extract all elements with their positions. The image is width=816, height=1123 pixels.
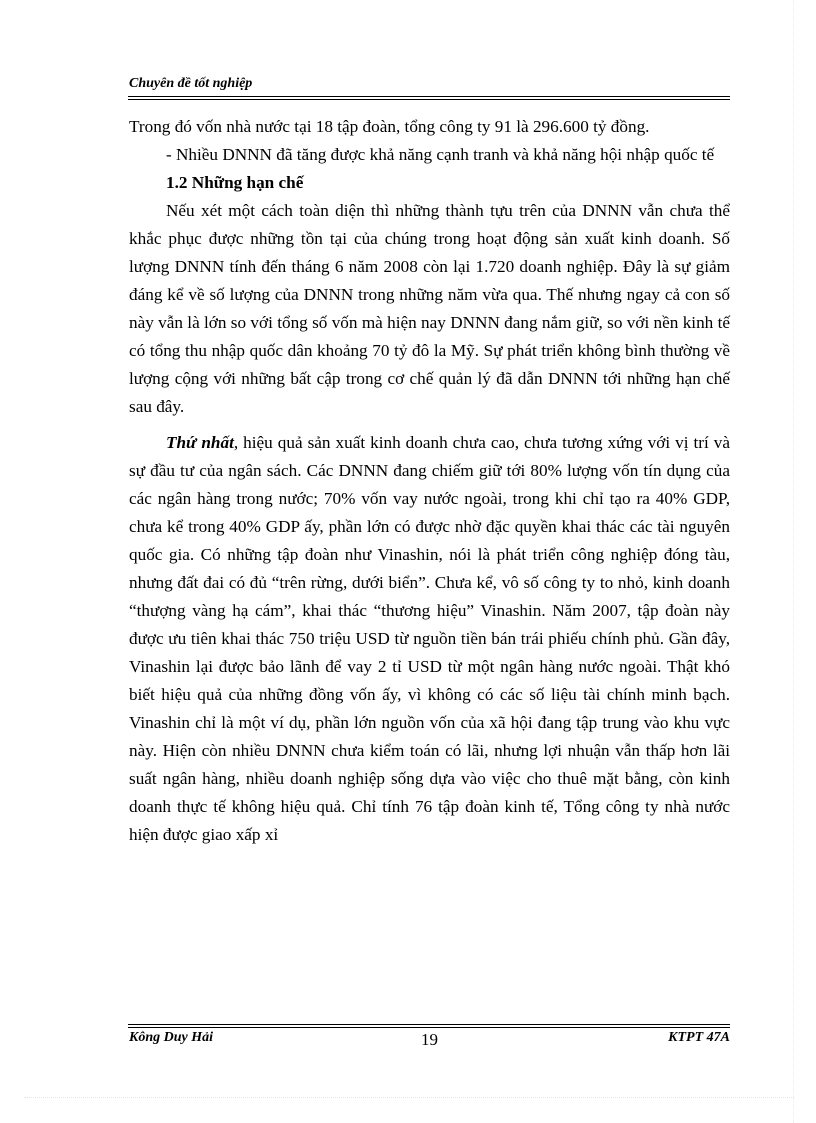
footer-author: Kông Duy Hải <box>129 1030 214 1045</box>
footer-rule <box>128 1024 730 1025</box>
footer-class-code: KTPT 47A <box>668 1030 730 1045</box>
paragraph-3: Nếu xét một cách toàn diện thì những thành tựu trên của DNNN vẫn chưa thể khắc phục được những tồn tại của chúng trong hoạt động sản xuất kinh doanh. Số lượng DNNN tính đến tháng 6 năm 2008 còn lại 1.720 doanh nghiệp. Đây là sự giảm đáng kể về số lượng của DNNN trong những năm vừa qua. Thế nhưng ngay cả con số này vẫn là lớn so với tổng số vốn mà hiện nay DNNN đang nắm giữ, so với nền kinh tế có tổng thu nhập quốc dân khoảng 70 tỷ đô la Mỹ. Sự phát triển không bình thường về lượng cộng với những bất cập trong cơ chế quản lý đã dẫn DNNN tới những hạn chế sau đây. <box>129 201 730 416</box>
footer-page-number: 19 <box>421 1030 438 1049</box>
paragraph-1: Trong đó vốn nhà nước tại 18 tập đoàn, tổng công ty 91 là 296.600 tỷ đồng. <box>129 117 650 136</box>
header-rule-thin <box>128 99 730 100</box>
header-rule <box>128 96 730 97</box>
page-footer <box>129 1030 730 1052</box>
paragraph-2: - Nhiều DNNN đã tăng được khả năng cạnh tranh và khả năng hội nhập quốc tế <box>166 145 715 164</box>
footer-rule-thin <box>128 1027 730 1028</box>
paragraph-4-text: , hiệu quả sản xuất kinh doanh chưa cao, chưa tương xứng với vị trí và sự đầu tư của ngân sách. Các DNNN đang chiếm giữ tới 80% lượng vốn tín dụng của các ngân hàng trong nước; 70% vốn vay nước ngoài, trong khi chỉ tạo ra 40% GDP, chưa kể trong 40% GDP ấy, phần lớn có được nhờ đặc quyền khai thác các tài nguyên quốc gia. Có những tập đoàn như Vinashin, nói là phát triển công nghiệp đóng tàu, nhưng đất đai có đủ “trên rừng, dưới biển”. Chưa kể, vô số công ty to nhỏ, kinh doanh “thượng vàng hạ cám”, khai thác “thương hiệu” Vinashin. Năm 2007, tập đoàn này được ưu tiên khai thác 750 triệu USD từ nguồn tiền bán trái phiếu chính phủ. Gần đây, Vinashin lại được bảo lãnh để vay 2 tỉ USD từ một ngân hàng nước ngoài. Thật khó biết hiệu quả của những đồng vốn ấy, vì không có các số liệu tài chính minh bạch. Vinashin chỉ là một ví dụ, phần lớn nguồn vốn của xã hội đang tập trung vào khu vực này. Hiện còn nhiều DNNN chưa kiểm toán có lãi, nhưng lợi nhuận vẫn thấp hơn lãi suất ngân hàng, nhiều doanh nghiệp sống dựa vào việc cho thuê mặt bằng, còn kinh doanh thực tế không hiệu quả. Chỉ tính 76 tập đoàn kinh tế, Tổng công ty nhà nước hiện được giao xấp xỉ <box>129 433 730 844</box>
page-boundary-line-vertical <box>793 0 794 1123</box>
paragraph-4 <box>129 429 730 849</box>
section-heading: 1.2 Những hạn chế <box>166 173 304 192</box>
paragraph-gap <box>129 421 730 429</box>
page-header-title: Chuyên đề tốt nghiệp <box>129 76 253 91</box>
paragraph-4-lead: Thứ nhất <box>166 433 234 452</box>
page-boundary-line <box>24 1097 794 1098</box>
body-text <box>129 113 730 849</box>
